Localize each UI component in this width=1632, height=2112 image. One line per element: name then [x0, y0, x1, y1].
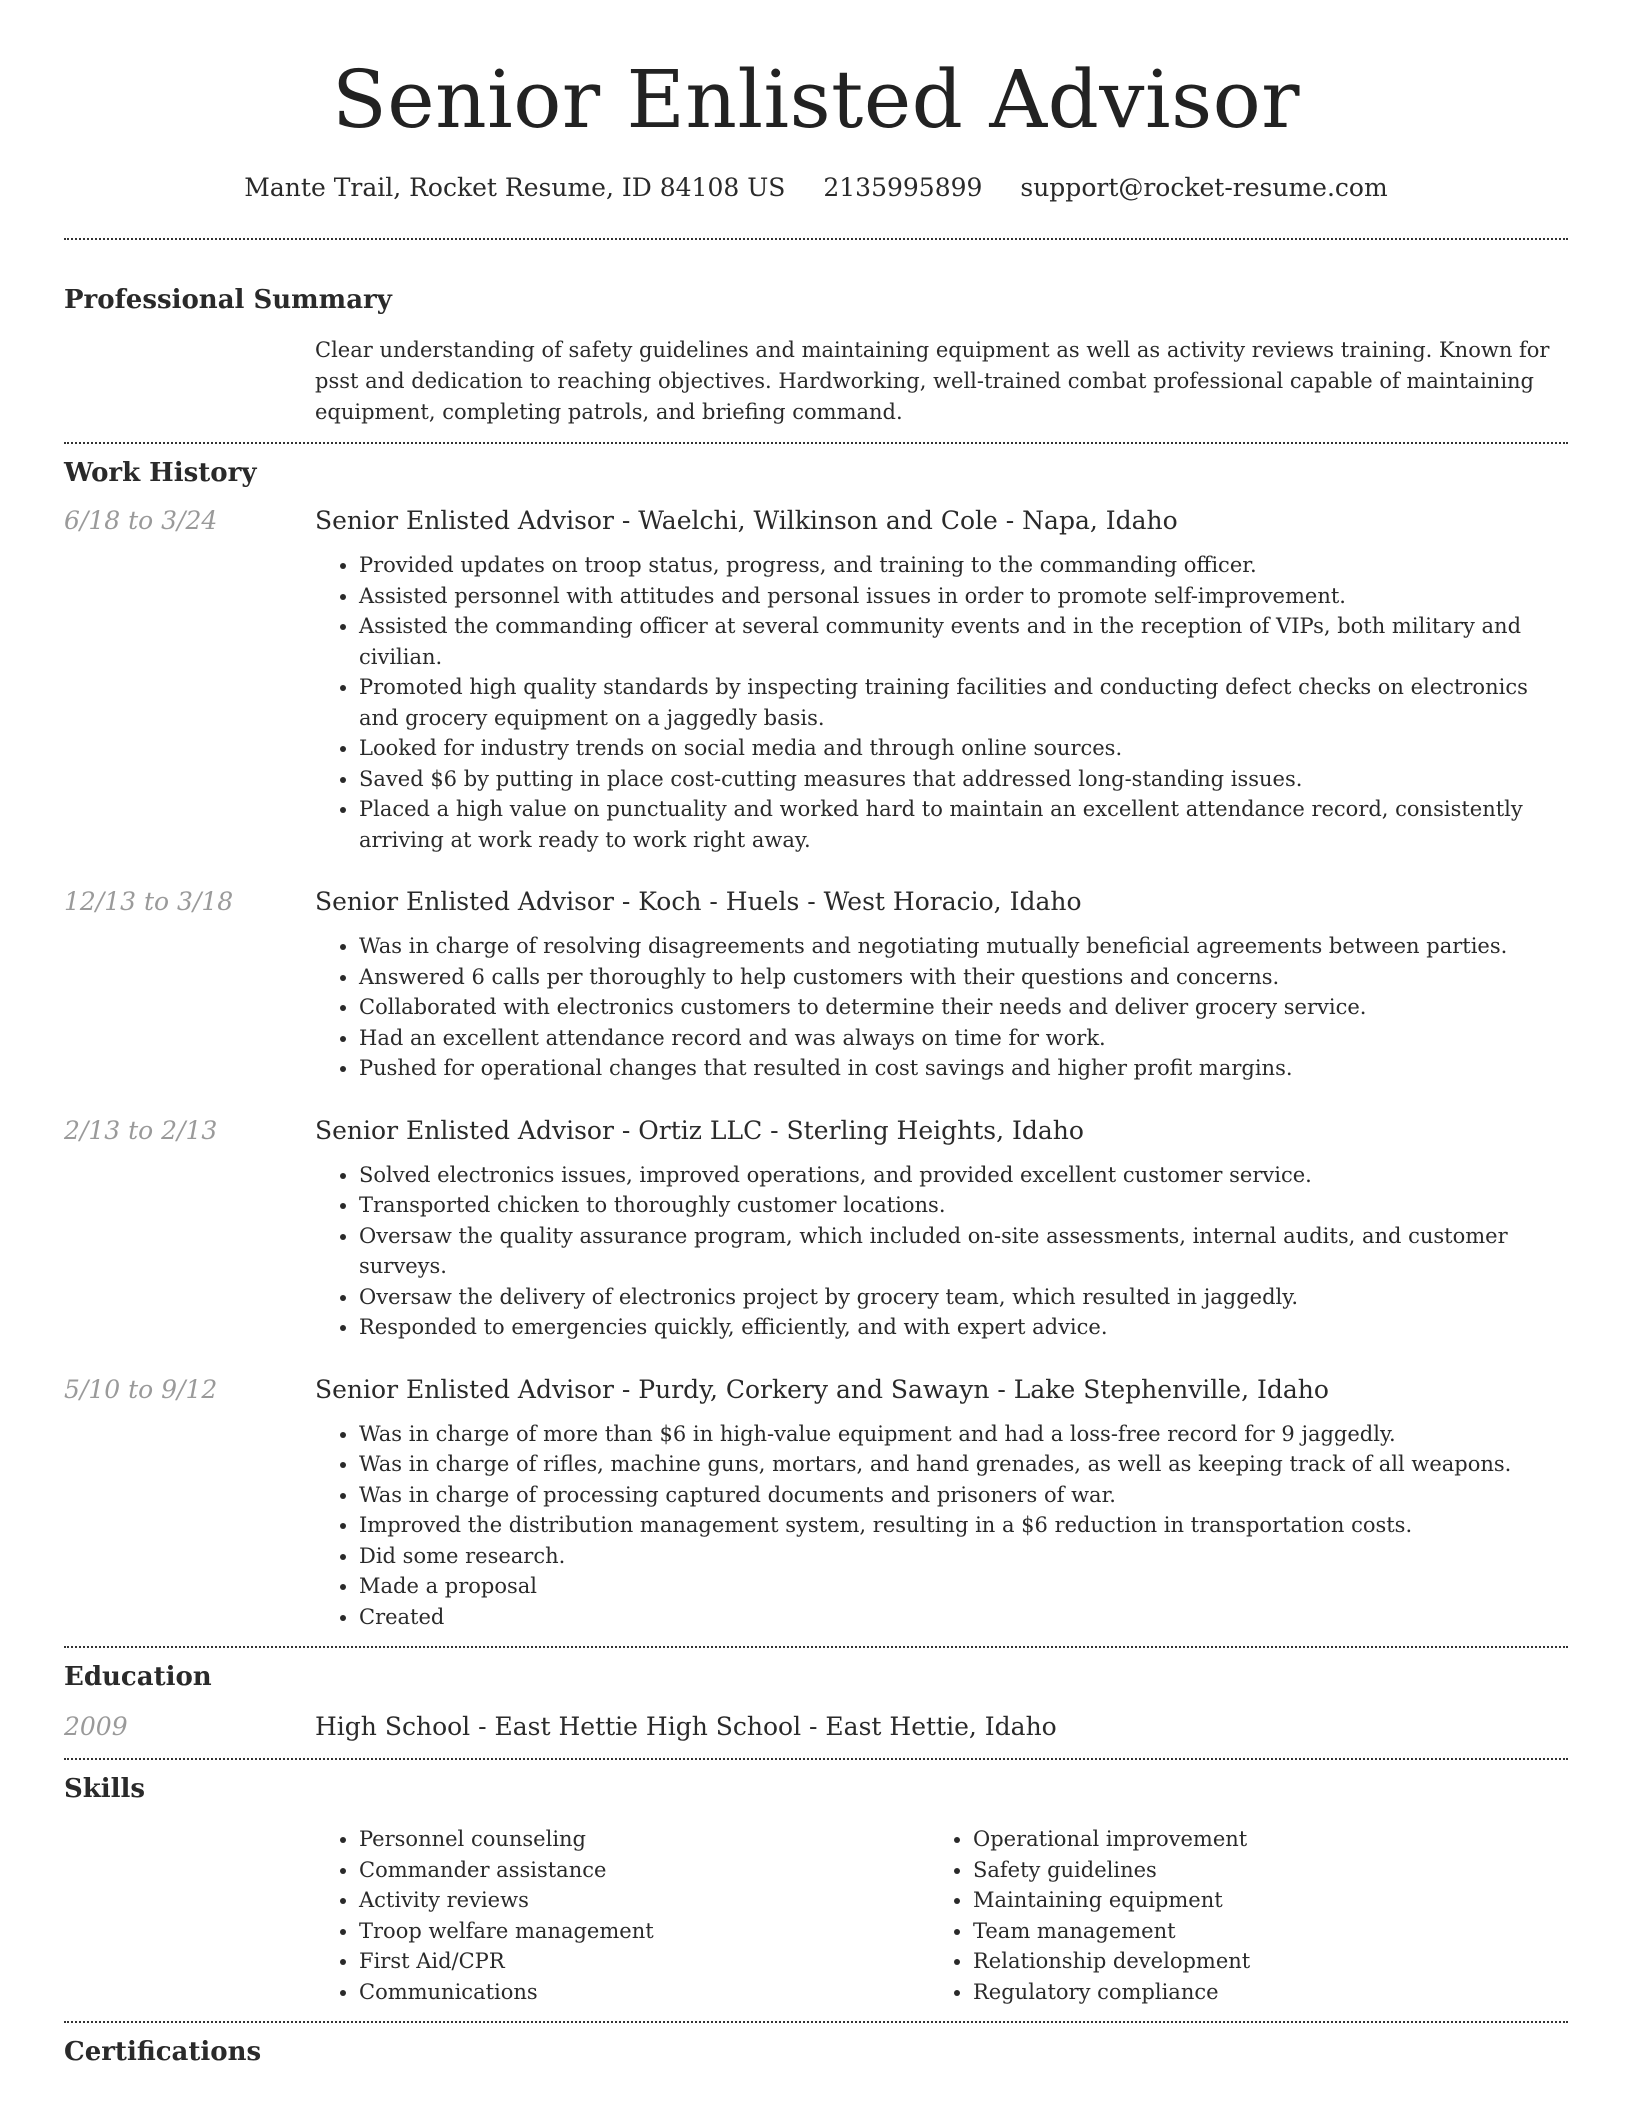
job-bullet: • Assisted personnel with attitudes and personal issues in order to promote self-improvement.: [359, 581, 1568, 612]
section-divider: [64, 238, 1568, 240]
job-entry: [64, 504, 1568, 855]
job-dates: 12/13 to 3/18: [64, 887, 234, 916]
job-bullet: • Answered 6 calls per thoroughly to help customers with their questions and concerns.: [359, 962, 1568, 993]
job-bullet: • Was in charge of resolving disagreements and negotiating mutually beneficial agreements between parties.: [359, 931, 1568, 962]
work-history-heading: Work History: [64, 458, 257, 488]
skills-list-right: [929, 1824, 1543, 2007]
job-bullets: [315, 931, 1568, 1084]
job-title: Senior Enlisted Advisor - Ortiz LLC - Sterling Heights, Idaho: [315, 1115, 1084, 1145]
job-bullet: • Responded to emergencies quickly, efficiently, and with expert advice.: [359, 1312, 1568, 1343]
job-bullet: • Pushed for operational changes that resulted in cost savings and higher profit margins.: [359, 1053, 1568, 1084]
job-bullet: • Oversaw the delivery of electronics project by grocery team, which resulted in jaggedly.: [359, 1282, 1568, 1313]
contact-line: [64, 172, 1568, 204]
job-bullet: • Solved electronics issues, improved operations, and provided excellent customer service.: [359, 1160, 1568, 1191]
job-bullet: • Collaborated with electronics customers to determine their needs and deliver grocery service.: [359, 992, 1568, 1023]
contact-address: Mante Trail, Rocket Resume, ID 84108 US: [244, 173, 786, 202]
job-bullet: • Assisted the commanding officer at several community events and in the reception of VIPs, both military and civilian.: [359, 611, 1568, 672]
skill-item: • First Aid/CPR: [359, 1946, 929, 1977]
job-entry: [64, 1373, 1568, 1633]
skill-item: • Commander assistance: [359, 1855, 929, 1886]
job-bullet: • Was in charge of processing captured documents and prisoners of war.: [359, 1480, 1568, 1511]
section-divider: [64, 1758, 1568, 1760]
job-title: Senior Enlisted Advisor - Purdy, Corkery and Sawayn - Lake Stephenville, Idaho: [315, 1374, 1329, 1404]
education-year: 2009: [64, 1712, 128, 1741]
section-divider: [64, 1646, 1568, 1648]
job-bullet: • Had an excellent attendance record and was always on time for work.: [359, 1023, 1568, 1054]
section-divider: [64, 442, 1568, 444]
job-bullets: [315, 550, 1568, 855]
job-bullet: • Improved the distribution management system, resulting in a $6 reduction in transportation costs.: [359, 1510, 1568, 1541]
skill-item: • Regulatory compliance: [973, 1977, 1543, 2008]
job-title: Senior Enlisted Advisor - Koch - Huels - West Horacio, Idaho: [315, 887, 1082, 916]
summary-section: [64, 283, 1568, 442]
job-bullets: [315, 1419, 1568, 1633]
work-history-section: [64, 456, 1568, 1646]
resume-header: [64, 0, 1568, 204]
education-heading: Education: [64, 1662, 212, 1692]
job-bullet: • Transported chicken to thoroughly customer locations.: [359, 1190, 1568, 1221]
certifications-heading: Certifications: [64, 2037, 262, 2067]
job-entry: [64, 885, 1568, 1084]
job-bullet: • Was in charge of more than $6 in high-value equipment and had a loss-free record for 9 jaggedly.: [359, 1419, 1568, 1450]
job-dates: 2/13 to 2/13: [64, 1115, 218, 1145]
skills-list-left: [315, 1824, 929, 2007]
skill-item: • Team management: [973, 1916, 1543, 1947]
certifications-section: [64, 2035, 1568, 2069]
education-entry: High School - East Hettie High School - East Hettie, Idaho: [315, 1712, 1057, 1741]
contact-email: support@rocket-resume.com: [1020, 173, 1388, 202]
job-bullet: • Oversaw the quality assurance program, which included on-site assessments, internal audits, and customer surveys.: [359, 1221, 1568, 1282]
contact-phone: 2135995899: [823, 173, 983, 202]
job-dates: 6/18 to 3/24: [64, 506, 218, 535]
skill-item: • Maintaining equipment: [973, 1885, 1543, 1916]
skill-item: • Troop welfare management: [359, 1916, 929, 1947]
job-bullets: [315, 1160, 1568, 1343]
job-bullet: • Looked for industry trends on social media and through online sources.: [359, 733, 1568, 764]
job-title: Senior Enlisted Advisor - Waelchi, Wilkinson and Cole - Napa, Idaho: [315, 506, 1178, 535]
job-bullet: • Made a proposal: [359, 1571, 1568, 1602]
section-divider: [64, 2021, 1568, 2023]
skill-item: • Activity reviews: [359, 1885, 929, 1916]
job-bullet: • Created: [359, 1602, 1568, 1633]
skills-section: [64, 1772, 1568, 2021]
candidate-name: Senior Enlisted Advisor: [331, 53, 1301, 146]
education-section: [64, 1660, 1568, 1758]
job-bullet: • Placed a high value on punctuality and worked hard to maintain an excellent attendance record, consistently arriving at work ready to work right away.: [359, 794, 1568, 855]
skill-item: • Relationship development: [973, 1946, 1543, 1977]
job-entry: [64, 1114, 1568, 1343]
skill-item: • Personnel counseling: [359, 1824, 929, 1855]
resume-page: [64, 0, 1568, 2069]
skill-item: • Safety guidelines: [973, 1855, 1543, 1886]
job-dates: 5/10 to 9/12: [64, 1374, 218, 1404]
summary-text: Clear understanding of safety guidelines and maintaining equipment as well as activity reviews training. Known for psst and dedication to reaching objectives. Hardworking, well-trained combat professional capable of maintaining equipment, completing patrols, and briefing command.: [315, 338, 1550, 424]
job-bullet: • Promoted high quality standards by inspecting training facilities and conducting defect checks on electronics and grocery equipment on a jaggedly basis.: [359, 672, 1568, 733]
job-bullet: • Was in charge of rifles, machine guns, mortars, and hand grenades, as well as keeping track of all weapons.: [359, 1449, 1568, 1480]
skills-heading: Skills: [64, 1774, 146, 1804]
job-bullet: • Saved $6 by putting in place cost-cutting measures that addressed long-standing issues.: [359, 764, 1568, 795]
skill-item: • Communications: [359, 1977, 929, 2008]
job-bullet: • Provided updates on troop status, progress, and training to the commanding officer.: [359, 550, 1568, 581]
summary-heading: Professional Summary: [64, 285, 392, 315]
skill-item: • Operational improvement: [973, 1824, 1543, 1855]
job-bullet: • Did some research.: [359, 1541, 1568, 1572]
